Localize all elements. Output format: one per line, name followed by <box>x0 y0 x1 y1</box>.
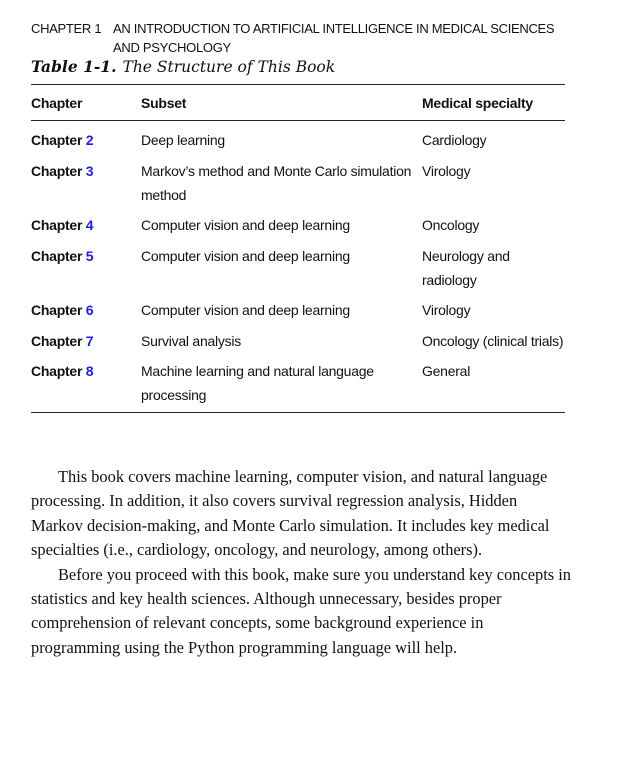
paragraph: This book covers machine learning, computer vision, and natural language processing. In addition, it also covers survival regression analysis, Hidden Markov decision-making, and Monte Carlo simulation. It includes key medical specialties (i.e., cardiology, oncology, and neurology, among others). <box>31 467 550 560</box>
chapter-word: Chapter <box>31 132 83 148</box>
specialty-cell: General <box>422 363 471 379</box>
paragraph: Before you proceed with this book, make sure you understand key concepts in statistics and key health sciences. Although unnecessary, besides proper comprehension of relevant concepts, some background experience in programming using the Python programming language will help. <box>31 564 571 657</box>
subset-cell: Computer vision and deep learning <box>141 217 350 233</box>
subset-cell: Markov’s method and Monte Carlo simulation method <box>141 162 412 203</box>
table-row <box>31 356 565 413</box>
table-row <box>31 241 565 296</box>
chapter-cell <box>31 356 141 413</box>
chapter-cell <box>31 210 141 241</box>
chapter-link[interactable]: 8 <box>85 363 94 379</box>
header-chapter: Chapter <box>31 95 83 111</box>
caption-label: Table 1-1. <box>31 57 117 76</box>
running-head <box>31 19 554 57</box>
table-row <box>31 326 565 357</box>
subset-cell: Computer vision and deep learning <box>141 247 350 264</box>
subset-cell: Deep learning <box>141 132 225 148</box>
header-specialty: Medical specialty <box>422 95 533 111</box>
chapter-word: Chapter <box>31 247 83 264</box>
table-caption <box>31 57 335 76</box>
chapter-word: Chapter <box>31 332 83 349</box>
table-row <box>31 210 565 241</box>
body-text <box>31 465 571 660</box>
table-row <box>31 121 565 156</box>
chapter-word: Chapter <box>31 302 83 318</box>
caption-title: The Structure of This Book <box>122 58 336 76</box>
specialty-cell: Virology <box>422 162 471 179</box>
chapter-word: Chapter <box>31 162 83 179</box>
specialty-cell: Neurology and radiology <box>422 247 510 288</box>
specialty-cell: Oncology (clinical trials) <box>422 332 564 349</box>
header-subset: Subset <box>141 95 187 111</box>
chapter-link[interactable]: 2 <box>85 132 94 148</box>
specialty-cell: Virology <box>422 302 471 318</box>
subset-cell: Survival analysis <box>141 332 242 349</box>
running-head-title: AN INTRODUCTION TO ARTIFICIAL INTELLIGENCE IN MEDICAL SCIENCES <box>113 21 555 36</box>
chapter-cell <box>31 295 141 326</box>
chapter-link[interactable]: 4 <box>85 217 94 233</box>
chapter-cell <box>31 156 141 211</box>
subset-cell: Machine learning and natural language processing <box>141 363 374 403</box>
table-row <box>31 295 565 326</box>
chapter-link[interactable]: 6 <box>85 302 94 318</box>
subset-cell: Computer vision and deep learning <box>141 302 350 318</box>
chapter-word: Chapter <box>31 363 83 379</box>
chapter-link[interactable]: 3 <box>85 162 94 179</box>
running-head-title-2: AND PSYCHOLOGY <box>113 40 231 55</box>
structure-table <box>31 84 565 413</box>
table-row <box>31 156 565 211</box>
chapter-cell <box>31 326 141 357</box>
specialty-cell: Oncology <box>422 217 480 233</box>
table-header-row <box>31 85 565 121</box>
chapter-word: Chapter <box>31 217 83 233</box>
specialty-cell: Cardiology <box>422 132 487 148</box>
running-head-chapter: CHAPTER 1 <box>31 21 102 36</box>
chapter-cell <box>31 241 141 296</box>
chapter-link[interactable]: 5 <box>85 247 94 264</box>
chapter-cell <box>31 121 141 156</box>
chapter-link[interactable]: 7 <box>85 332 94 349</box>
